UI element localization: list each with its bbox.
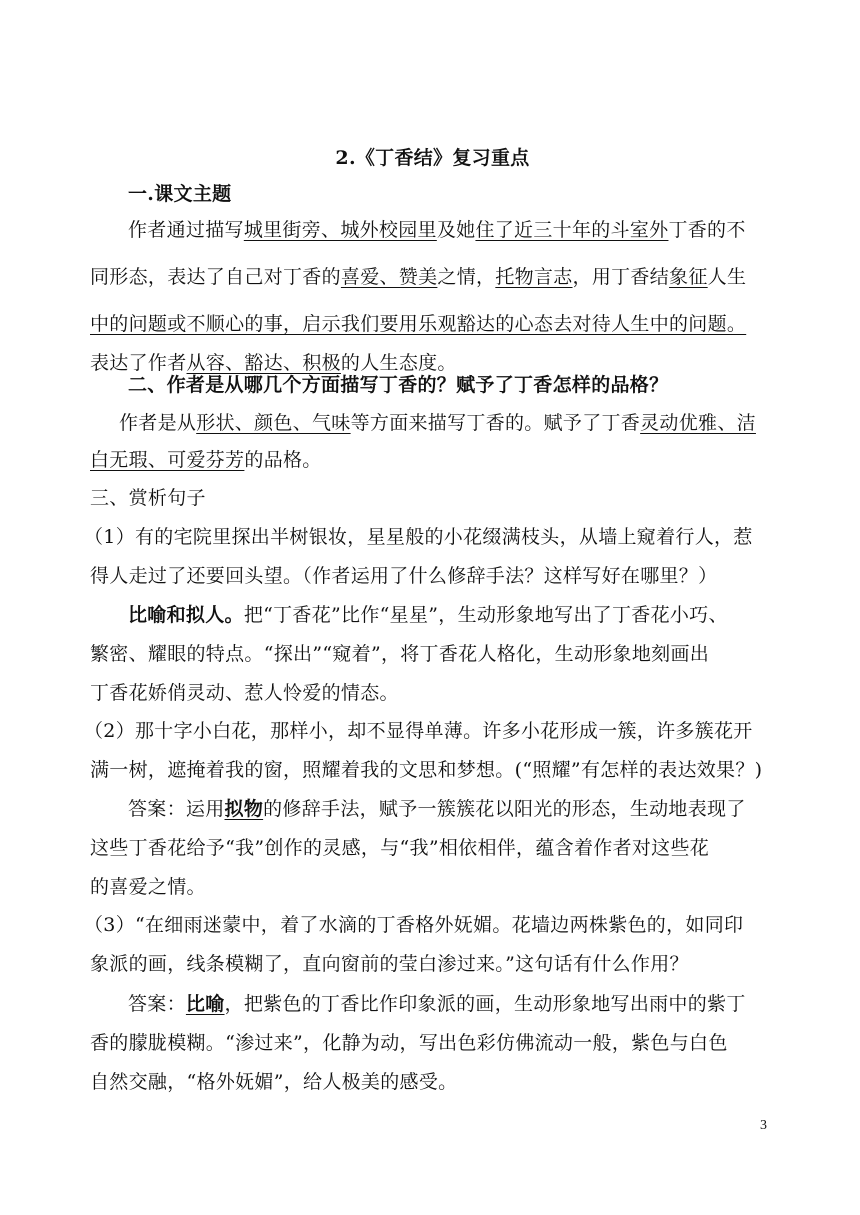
underlined-text: 喜爱、赞美 [340, 266, 438, 288]
underlined-text: 白无瑕、可爱芬芳 [90, 449, 245, 471]
text: 及她 [436, 219, 476, 241]
theme-paragraph-line-3 [90, 306, 746, 342]
answer-1-line-2: 繁密、耀眼的特点。“探出”“窥着”，将丁香花人格化，生动形象地刻画出 [90, 643, 710, 665]
answer-3-line-1 [128, 986, 746, 1022]
section-1-heading: 一.课文主题 [128, 183, 232, 205]
text: 作者通过描写 [128, 219, 244, 241]
underlined-text: 托物言志 [495, 266, 573, 288]
bold-text: 比喻和拟人。 [128, 604, 244, 626]
aspects-paragraph-line-1 [119, 405, 756, 441]
text: 等方面来描写丁香的。赋予了丁香 [350, 412, 641, 434]
answer-3-line-3: 自然交融，“格外妩媚”，给人极美的感受。 [90, 1071, 458, 1093]
page-number: 3 [760, 1118, 767, 1133]
answer-2-line-2: 这些丁香花给予“我”创作的灵感，与“我”相依相伴，蕴含着作者对这些花 [90, 837, 710, 859]
text: 人生 [707, 266, 747, 288]
text: 的品格。 [244, 449, 322, 471]
text: ，用丁香结 [572, 266, 670, 288]
text: 把“丁香花”比作“星星”，生动形象地写出了丁香花小巧、 [243, 604, 728, 626]
underlined-text: 中的问题或不顺心的事，启示我们要用乐观豁达的心态去对待人生中的问题。 [90, 313, 747, 335]
underlined-text: 住了近三十年的斗室外 [475, 219, 669, 241]
underlined-text: 比喻 [185, 993, 225, 1015]
text: 表达了作者 [90, 352, 187, 374]
underlined-text: 灵动优雅、洁 [640, 412, 756, 434]
underlined-text: 城里街旁、城外校园里 [243, 219, 437, 241]
underlined-text: 形状、颜色、气味 [196, 412, 351, 434]
question-1-line-2: 得人走过了还要回头望。（作者运用了什么修辞手法？这样写好在哪里？） [90, 565, 718, 587]
answer-3-line-2: 香的朦胧模糊。“渗过来”，化静为动，写出色彩仿佛流动一般，紫色与白色 [90, 1032, 728, 1054]
answer-2-line-1 [128, 791, 746, 827]
text: 的人生态度。 [340, 352, 457, 374]
question-2-line-2: 满一树，遮掩着我的窗，照耀着我的文思和梦想。(“照耀”有怎样的表达效果？) [90, 759, 763, 781]
question-1-line-1: （1）有的宅院里探出半树银妆，星星般的小花缀满枝头，从墙上窥着行人，惹 [84, 526, 753, 548]
text: 之情， [437, 266, 496, 288]
text: 同形态，表达了自己对丁香的 [90, 266, 341, 288]
theme-paragraph-line-2 [90, 259, 746, 295]
question-2-line-1: （2）那十字小白花，那样小，却不显得单薄。许多小花形成一簇，许多簇花开 [84, 720, 753, 742]
underlined-text: 象征 [669, 266, 708, 288]
question-3-line-2: 象派的画，线条模糊了，直向窗前的莹白渗过来。”这句话有什么作用？ [90, 953, 689, 975]
aspects-paragraph-line-2 [90, 442, 322, 478]
section-3-heading: 三、赏析句子 [90, 487, 206, 509]
answer-2-line-3: 的喜爱之情。 [90, 876, 206, 898]
text: 答案：运用 [128, 798, 225, 820]
section-2-heading: 二、作者是从哪几个方面描写丁香的？赋予了丁香怎样的品格？ [128, 374, 669, 396]
theme-paragraph-line-1 [128, 212, 746, 248]
text: 作者是从 [119, 412, 197, 434]
text: 的修辞手法，赋予一簇簇花以阳光的形态，生动地表现了 [263, 798, 746, 820]
underlined-text: 拟物 [224, 798, 264, 820]
answer-1-line-3: 丁香花娇俏灵动、惹人怜爱的情态。 [90, 682, 399, 704]
answer-1-line-1 [128, 597, 728, 633]
text: 答案： [128, 993, 186, 1015]
question-3-line-1: （3）“在细雨迷蒙中，着了水滴的丁香格外妩媚。花墙边两株紫色的，如同印 [84, 914, 744, 936]
page-title: 2.《丁香结》复习重点 [335, 147, 530, 169]
text: 丁香的不 [668, 219, 746, 241]
text: ，把紫色的丁香比作印象派的画，生动形象地写出雨中的紫丁 [224, 993, 746, 1015]
underlined-text: 从容、豁达、积极 [186, 352, 341, 374]
